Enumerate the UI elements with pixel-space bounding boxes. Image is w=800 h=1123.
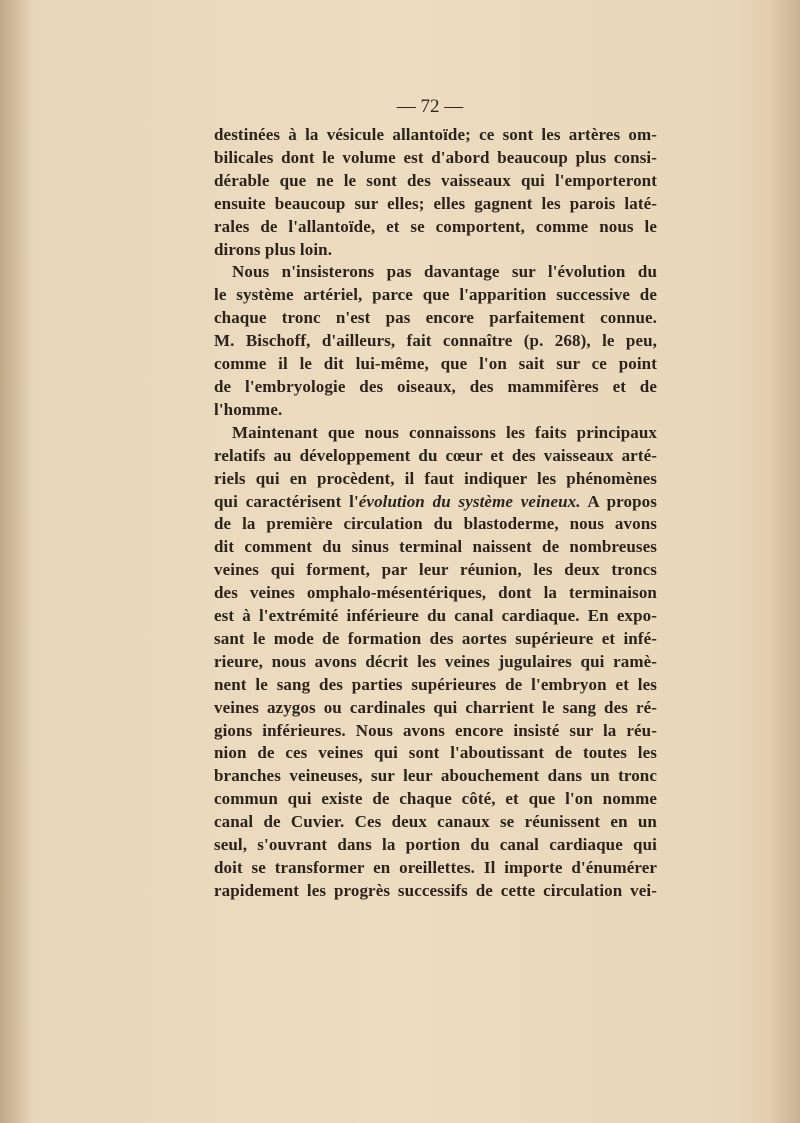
text-line: riels qui en procèdent, il faut indiquer les phénomènes	[214, 468, 657, 488]
text-line: le système artériel, parce que l'apparition successive de	[214, 285, 657, 305]
text-line: relatifs au développement du cœur et des vaisseaux arté-	[214, 445, 657, 465]
text-line: Nous n'insisterons pas davantage sur l'évolution du	[232, 262, 657, 282]
text-line: de l'embryologie des oiseaux, des mammifères et de	[214, 376, 657, 396]
text-line: des veines omphalo-mésentériques, dont la terminaison	[214, 583, 657, 603]
text-line: M. Bischoff, d'ailleurs, fait connaître (p. 268), le peu,	[214, 331, 657, 351]
text-line: Maintenant que nous connaissons les faits principaux	[232, 422, 657, 442]
text-line: doit se transformer en oreillettes. Il importe d'énumérer	[214, 858, 657, 877]
text-line: destinées à la vésicule allantoïde; ce sont les artères om-	[214, 125, 657, 144]
text-line: est à l'extrémité inférieure du canal cardiaque. En expo-	[214, 606, 657, 626]
text-line: dérable que ne le sont des vaisseaux qui l'emporteront	[214, 170, 657, 190]
text-line: veines azygos ou cardinales qui charrient le sang des ré-	[214, 697, 657, 717]
text-line: chaque tronc n'est pas encore parfaitement connue.	[214, 308, 657, 328]
text-line: dirons plus loin.	[214, 239, 333, 259]
text-line: nent le sang des parties supérieures de l'embryon et les	[214, 674, 657, 694]
text-line: seul, s'ouvrant dans la portion du canal cardiaque qui	[214, 835, 657, 855]
text-line: rapidement les progrès successifs de cette circulation vei-	[214, 880, 657, 900]
text-line: veines qui forment, par leur réunion, les deux troncs	[214, 560, 657, 580]
text-line: sant le mode de formation des aortes supérieure et infé-	[214, 628, 657, 648]
text-line: de la première circulation du blastoderme, nous avons	[214, 514, 657, 534]
text-line: gions inférieures. Nous avons encore insisté sur la réu-	[214, 720, 657, 740]
text-line: ensuite beaucoup sur elles; elles gagnent les parois laté-	[214, 193, 657, 213]
text-fragment: qui caractérisent l'	[214, 491, 359, 511]
text-line: comme il le dit lui-même, que l'on sait sur ce point	[214, 354, 657, 374]
text-line: canal de Cuvier. Ces deux canaux se réunissent en un	[214, 812, 657, 832]
body-text	[214, 124, 657, 903]
text-line: commun qui existe de chaque côté, et que l'on nomme	[214, 789, 657, 809]
text-line-with-italic	[214, 491, 657, 514]
page-number: — 72 —	[396, 96, 464, 117]
text-line: bilicales dont le volume est d'abord beaucoup plus consi-	[214, 147, 657, 167]
text-line: dit comment du sinus terminal naissent de nombreuses	[214, 537, 657, 557]
text-line: rales de l'allantoïde, et se comportent, comme nous le	[214, 216, 657, 236]
text-line: branches veineuses, sur leur abouchement dans un tronc	[214, 766, 657, 786]
text-fragment: A propos	[580, 491, 657, 511]
text-line: l'homme.	[214, 399, 283, 419]
italic-phrase: évolution du système veineux.	[358, 491, 581, 511]
text-line: rieure, nous avons décrit les veines jugulaires qui ramè-	[214, 651, 657, 671]
text-line: nion de ces veines qui sont l'aboutissant de toutes les	[214, 743, 657, 763]
